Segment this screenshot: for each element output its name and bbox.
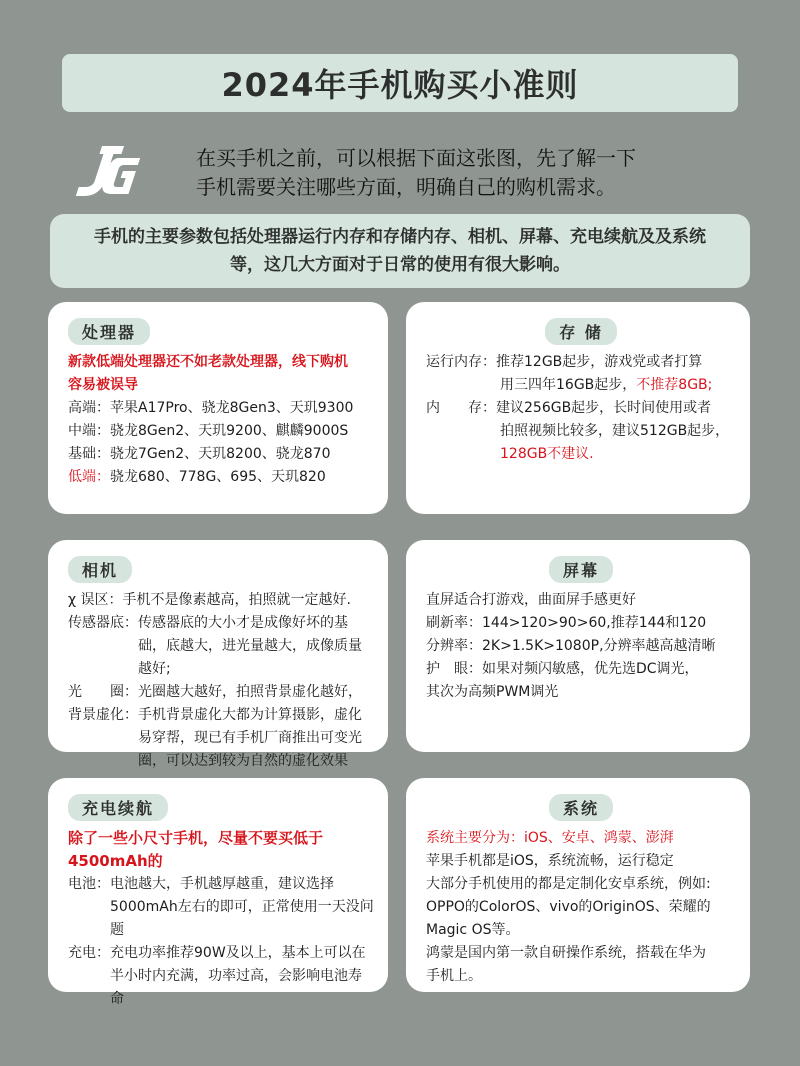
- value: 手机背景虚化大都为计算摄影，虚化易穿帮，现已有手机厂商推出可变光圈，可以达到较为自然的虚化效果: [138, 707, 362, 769]
- intro-line: 在买手机之前，可以根据下面这张图，先了解一下: [196, 146, 636, 170]
- system-tag: 系统: [549, 794, 613, 821]
- processor-warning: 新款低端处理器还不如老款处理器，线下购机: [68, 354, 348, 370]
- value: 建议256GB起步，长时间使用或者: [496, 400, 712, 416]
- camera-tag: 相机: [68, 556, 132, 583]
- storage-rom-warning: 128GB不建议.: [500, 446, 594, 462]
- key: 光 圈：: [68, 684, 138, 700]
- battery-card: [48, 778, 388, 1007]
- key: 电池：: [68, 876, 110, 892]
- key: 分辨率：: [426, 638, 482, 654]
- value: 骁龙7Gen2、天玑8200、骁龙870: [110, 446, 331, 462]
- value: 传感器底的大小才是成像好坏的基础，底越大，进光量越大，成像质量越好;: [138, 615, 362, 677]
- storage-rom-cont: [426, 420, 736, 443]
- processor-base: [68, 443, 374, 466]
- key: 充电：: [68, 945, 110, 961]
- screen-pwm: 其次为高频PWM调光: [426, 684, 559, 700]
- key: χ 误区：: [68, 592, 123, 608]
- value: 骁龙8Gen2、天玑9200、麒麟9000S: [110, 423, 349, 439]
- system-android-examples: OPPO的ColorOS、vivo的OriginOS、荣耀的: [426, 899, 711, 915]
- value: 推荐12GB起步，游戏党或者打算: [496, 354, 703, 370]
- screen-card: [406, 540, 750, 752]
- value: 手机不是像素越高，拍照就一定越好.: [122, 592, 351, 608]
- storage-tag: 存 储: [545, 318, 617, 345]
- processor-low: [68, 466, 374, 489]
- warning: 不推荐8GB;: [636, 377, 713, 393]
- value: 苹果A17Pro、骁龙8Gen3、天玑9300: [110, 400, 354, 416]
- system-types: [426, 827, 736, 850]
- storage-rom: [426, 397, 736, 420]
- value: 2K>1.5K>1080P,分辨率越高越清晰: [482, 638, 716, 654]
- system-ios: 苹果手机都是iOS，系统流畅，运行稳定: [426, 853, 674, 869]
- key: 运行内存：: [426, 354, 496, 370]
- system-harmony: 鸿蒙是国内第一款自研操作系统，搭载在华为: [426, 945, 706, 961]
- battery-capacity: [68, 873, 374, 942]
- screen-resolution: [426, 635, 736, 658]
- key: 低端：: [68, 469, 110, 485]
- key: 高端：: [68, 400, 110, 416]
- page-title: 2024年手机购买小准则: [221, 66, 579, 104]
- battery-charging: [68, 942, 374, 1011]
- value: 光圈越大越好，拍照背景虚化越好，: [138, 684, 362, 700]
- storage-ram: [426, 351, 736, 374]
- camera-card: [48, 540, 388, 769]
- summary-line: 手机的主要参数包括处理器运行内存和存储内存、相机、屏幕、充电续航及及系统: [94, 227, 706, 247]
- intro-line: 手机需要关注哪些方面，明确自己的购机需求。: [196, 175, 616, 199]
- screen-eye: [426, 658, 736, 681]
- summary-line: 等，这几大方面对于日常的使用有很大影响。: [230, 255, 570, 275]
- key: 护 眼：: [426, 661, 482, 677]
- system-android-examples: Magic OS等。: [426, 922, 520, 938]
- processor-tag: 处理器: [68, 318, 150, 345]
- key: 中端：: [68, 423, 110, 439]
- intro-text: [196, 144, 736, 202]
- value: 拍照视频比较多，建议512GB起步，: [500, 423, 730, 439]
- processor-card: [48, 302, 388, 514]
- system-card: [406, 778, 750, 992]
- value: 用三四年16GB起步，: [500, 377, 637, 393]
- screen-tag: 屏幕: [549, 556, 613, 583]
- camera-aperture: [68, 681, 374, 704]
- value: 如果对频闪敏感，优先选DC调光，: [482, 661, 699, 677]
- key: 背景虚化：: [68, 707, 138, 723]
- storage-ram-cont: [426, 374, 736, 397]
- processor-mid: [68, 420, 374, 443]
- key: 系统主要分为：: [426, 830, 524, 846]
- key: 内 存：: [426, 400, 496, 416]
- battery-warning: 除了一些小尺寸手机，尽量不要买低于4500mAh的: [68, 829, 324, 870]
- system-android: 大部分手机使用的都是定制化安卓系统，例如:: [426, 876, 711, 892]
- camera-bokeh: [68, 704, 374, 773]
- title-banner: [62, 54, 738, 112]
- processor-high: [68, 397, 374, 420]
- key: 传感器底：: [68, 615, 138, 631]
- system-harmony: 手机上。: [426, 968, 482, 984]
- value: 骁龙680、778G、695、天玑820: [110, 469, 326, 485]
- screen-refresh: [426, 612, 736, 635]
- storage-card: [406, 302, 750, 514]
- value: iOS、安卓、鸿蒙、澎湃: [524, 830, 674, 846]
- value: 电池越大，手机越厚越重，建议选择5000mAh左右的即可，正常使用一天没问题: [110, 876, 374, 938]
- key: 刷新率：: [426, 615, 482, 631]
- key: 基础：: [68, 446, 110, 462]
- value: 144>120>90>60,推荐144和120: [482, 615, 707, 631]
- screen-shape: 直屏适合打游戏，曲面屏手感更好: [426, 592, 636, 608]
- jg-logo: [74, 140, 150, 204]
- battery-tag: 充电续航: [68, 794, 168, 821]
- camera-myth: [68, 589, 374, 612]
- value: 充电功率推荐90W及以上，基本上可以在半小时内充满，功率过高，会影响电池寿命: [110, 945, 366, 1007]
- camera-sensor: [68, 612, 374, 681]
- processor-warning: 容易被误导: [68, 377, 138, 393]
- summary-box: [50, 214, 750, 288]
